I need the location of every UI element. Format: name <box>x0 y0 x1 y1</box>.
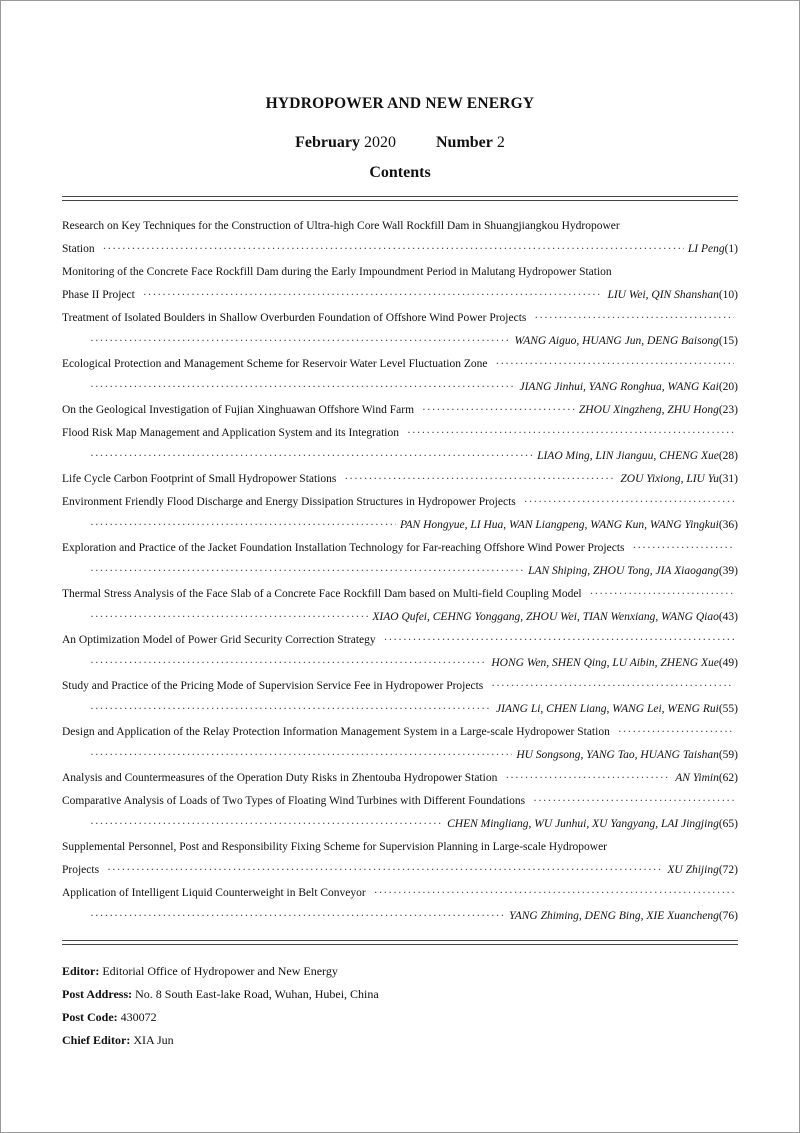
leader-dots <box>90 330 510 353</box>
toc-entry[interactable] <box>62 629 738 675</box>
leader-dots <box>618 721 734 744</box>
author-names: PAN Hongyue, LI Hua, WAN Liangpeng, WANG Kun, WANG Yingkui <box>399 519 719 531</box>
page-number: (55) <box>718 703 738 715</box>
author-names: ZOU Yixiong, LIU Yu <box>620 473 719 485</box>
page-number: (76) <box>718 910 738 922</box>
leader-dots <box>90 813 443 836</box>
toc-entry[interactable] <box>62 721 738 767</box>
toc-entry-authors <box>579 399 738 422</box>
toc-entry[interactable] <box>62 767 738 790</box>
author-names: XIAO Qufei, CEHNG Yonggang, ZHOU Wei, TIAN Wenxiang, WANG Qiao <box>372 611 719 623</box>
toc-entry-title: Flood Risk Map Management and Application System and its Integration <box>62 427 399 439</box>
author-names: CHEN Mingliang, WU Junhui, XU Yangyang, LAI Jingjing <box>447 818 719 830</box>
bottom-rule-2 <box>62 944 738 945</box>
toc-entry-authors <box>509 905 738 928</box>
leader-dots <box>344 468 616 491</box>
author-names: AN Yimin <box>675 772 719 784</box>
toc-entry[interactable] <box>62 215 738 261</box>
author-names: LAN Shiping, ZHOU Tong, JIA Xiaogang <box>528 565 719 577</box>
journal-title: HYDROPOWER AND NEW ENERGY <box>265 95 535 112</box>
toc-entry-title: Ecological Protection and Management Scheme for Reservoir Water Level Fluctuation Zone <box>62 358 488 370</box>
leader-dots <box>590 583 734 606</box>
page-number: (39) <box>718 565 738 577</box>
leader-dots <box>533 790 734 813</box>
toc-entry-title: Analysis and Countermeasures of the Operation Duty Risks in Zhentouba Hydropower Station <box>62 772 498 784</box>
author-names: LIU Wei, QIN Shanshan <box>607 289 719 301</box>
leader-dots <box>496 353 735 376</box>
toc-entry-authors <box>537 445 738 468</box>
chief-editor-label: Chief Editor: <box>62 1033 131 1047</box>
leader-dots <box>90 606 368 629</box>
page-number: (23) <box>718 404 738 416</box>
toc-entry-title: Treatment of Isolated Boulders in Shallow Overburden Foundation of Offshore Wind Power Projects <box>62 312 527 324</box>
toc-entry[interactable] <box>62 882 738 928</box>
page-number: (49) <box>718 657 738 669</box>
author-names: YANG Zhiming, DENG Bing, XIE Xuancheng <box>509 910 719 922</box>
author-names: XU Zhijing <box>667 864 719 876</box>
toc-entry-title: Supplemental Personnel, Post and Responsibility Fixing Scheme for Supervision Planning in Large-scale Hydropower <box>62 841 608 853</box>
toc-entry[interactable] <box>62 537 738 583</box>
issue-line <box>0 134 800 152</box>
chief-editor-value: XIA Jun <box>133 1033 174 1047</box>
table-of-contents <box>62 215 738 928</box>
address-value: No. 8 South East-lake Road, Wuhan, Hubei, China <box>135 987 379 1001</box>
toc-entry-title: Exploration and Practice of the Jacket Foundation Installation Technology for Far-reaching Offshore Wind Power Projects <box>62 542 625 554</box>
toc-entry-authors <box>491 652 738 675</box>
author-names: JIANG Jinhui, YANG Ronghua, WANG Kai <box>519 381 719 393</box>
page-number: (59) <box>718 749 738 761</box>
leader-dots <box>374 882 734 905</box>
toc-entry-title: Study and Practice of the Pricing Mode of Supervision Service Fee in Hydropower Projects <box>62 680 484 692</box>
toc-entry[interactable] <box>62 836 738 882</box>
leader-dots <box>384 629 734 652</box>
issue-number: 2 <box>496 134 505 151</box>
leader-dots <box>90 376 516 399</box>
leader-dots <box>491 675 734 698</box>
chief-editor-line <box>62 1029 379 1052</box>
top-rule-1 <box>62 196 738 197</box>
page-number: (72) <box>718 864 738 876</box>
issue-year: 2020 <box>363 134 396 151</box>
toc-entry-title: Monitoring of the Concrete Face Rockfill Dam during the Early Impoundment Period in Malutang Hydropower Station <box>62 266 612 278</box>
leader-dots <box>90 744 512 767</box>
page-number: (36) <box>718 519 738 531</box>
editorial-info <box>62 960 379 1052</box>
editor-value: Editorial Office of Hydropower and New Energy <box>102 964 338 978</box>
leader-dots <box>422 399 575 422</box>
toc-entry-title: On the Geological Investigation of Fujian Xinghuawan Offshore Wind Farm <box>62 404 415 416</box>
editor-line <box>62 960 379 983</box>
leader-dots <box>524 491 734 514</box>
toc-entry-title: Comparative Analysis of Loads of Two Types of Floating Wind Turbines with Different Foundations <box>62 795 526 807</box>
toc-entry-authors <box>607 284 738 307</box>
toc-entry[interactable] <box>62 790 738 836</box>
author-names: HONG Wen, SHEN Qing, LU Aibin, ZHENG Xue <box>491 657 719 669</box>
issue-month: February <box>295 134 360 151</box>
toc-entry[interactable] <box>62 675 738 721</box>
toc-entry-title: Environment Friendly Flood Discharge and Energy Dissipation Structures in Hydropower Projects <box>62 496 516 508</box>
bottom-rule-1 <box>62 940 738 941</box>
toc-entry-title: Phase II Project <box>62 289 135 301</box>
toc-entry[interactable] <box>62 468 738 491</box>
toc-entry-title: An Optimization Model of Power Grid Security Correction Strategy <box>62 634 376 646</box>
toc-entry[interactable] <box>62 491 738 537</box>
leader-dots <box>633 537 735 560</box>
toc-entry-title: Life Cycle Carbon Footprint of Small Hydropower Stations <box>62 473 337 485</box>
author-names: LI Peng <box>687 243 725 255</box>
page-number: (62) <box>718 772 738 784</box>
author-names: HU Songsong, YANG Tao, HUANG Taishan <box>516 749 719 761</box>
leader-dots <box>90 560 524 583</box>
editor-label: Editor: <box>62 964 100 978</box>
author-names: LIAO Ming, LIN Jianguu, CHENG Xue <box>537 450 719 462</box>
leader-dots <box>107 859 663 882</box>
leader-dots <box>534 307 734 330</box>
author-names: ZHOU Xingzheng, ZHU Hong <box>578 404 719 416</box>
toc-entry[interactable] <box>62 583 738 629</box>
author-names: JIANG Li, CHEN Liang, WANG Lei, WENG Rui <box>496 703 719 715</box>
postcode-value: 430072 <box>120 1010 157 1024</box>
postcode-line <box>62 1006 379 1029</box>
toc-entry-authors <box>667 859 738 882</box>
toc-entry-title: Projects <box>62 864 100 876</box>
page-number: (43) <box>718 611 738 623</box>
top-rule-2 <box>62 200 738 201</box>
toc-entry[interactable] <box>62 261 738 307</box>
toc-entry-authors <box>620 468 738 491</box>
toc-entry-title: Research on Key Techniques for the Construction of Ultra-high Core Wall Rockfill Dam in Shuangjiangkou Hydropower <box>62 220 620 232</box>
toc-entry[interactable] <box>62 307 738 353</box>
postcode-label: Post Code: <box>62 1010 118 1024</box>
address-line <box>62 983 379 1006</box>
leader-dots <box>90 445 533 468</box>
toc-entry[interactable] <box>62 422 738 468</box>
toc-entry-authors <box>688 238 738 261</box>
page-number: (65) <box>718 818 738 830</box>
page-number: (15) <box>718 335 738 347</box>
address-label: Post Address: <box>62 987 133 1001</box>
toc-entry-title: Design and Application of the Relay Protection Information Management System in a Large-scale Hydropower Station <box>62 726 610 738</box>
leader-dots <box>90 514 396 537</box>
toc-entry-authors <box>516 744 738 767</box>
toc-entry-authors <box>528 560 738 583</box>
page-number: (20) <box>718 381 738 393</box>
toc-entry-authors <box>675 767 738 790</box>
leader-dots <box>143 284 604 307</box>
toc-entry-authors <box>514 330 738 353</box>
author-names: WANG Aiguo, HUANG Jun, DENG Baisong <box>514 335 719 347</box>
toc-entry-authors <box>447 813 738 836</box>
toc-entry-title: Station <box>62 243 95 255</box>
leader-dots <box>407 422 734 445</box>
toc-entry-authors <box>520 376 739 399</box>
toc-entry-authors <box>400 514 738 537</box>
issue-number-label: Number <box>435 134 493 151</box>
contents-heading: Contents <box>369 164 431 181</box>
page-number: (28) <box>718 450 738 462</box>
toc-entry-authors <box>496 698 738 721</box>
toc-entry-title: Application of Intelligent Liquid Counterweight in Belt Conveyor <box>62 887 366 899</box>
page-number: (1) <box>724 243 738 255</box>
leader-dots <box>90 698 492 721</box>
leader-dots <box>90 905 505 928</box>
toc-entry[interactable] <box>62 353 738 399</box>
page-number: (31) <box>718 473 738 485</box>
leader-dots <box>103 238 684 261</box>
toc-entry[interactable] <box>62 399 738 422</box>
toc-entry-title: Thermal Stress Analysis of the Face Slab of a Concrete Face Rockfill Dam based on Multi-field Coupling Model <box>62 588 582 600</box>
page-number: (10) <box>718 289 738 301</box>
toc-entry-authors <box>372 606 738 629</box>
leader-dots <box>90 652 487 675</box>
leader-dots <box>505 767 671 790</box>
